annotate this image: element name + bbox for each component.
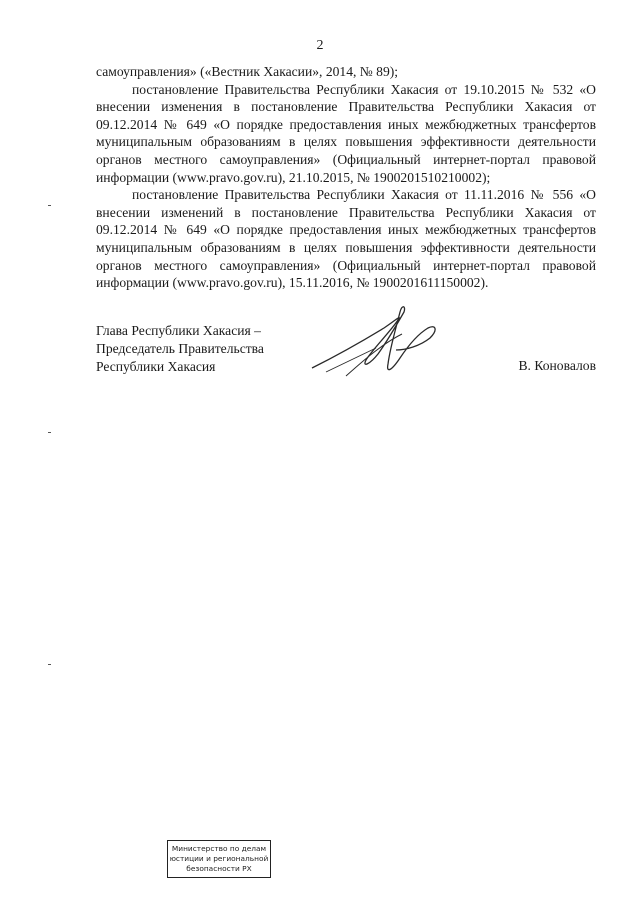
signatory-title (96, 322, 264, 376)
stamp-line-1: Министерство по делам (171, 844, 267, 853)
signatory-name: В. Коновалов (518, 358, 596, 373)
signatory-title-line-2: Председатель Правительства (96, 341, 264, 356)
registration-stamp (167, 840, 271, 878)
paragraph-continuation: самоуправления» («Вестник Хакасии», 2014, № 89); (96, 64, 399, 79)
signatory-title-line-3: Республики Хакасия (96, 359, 216, 374)
paragraph-resolution-556: постановление Правительства Республики Хакасия от 11.11.2016 № 556 «О внесении изменений в постановление Правительства Республики Хакасия от 09.12.2014 № 649 «О порядке предоставления иных межбюджетных трансфертов муниципальным образованиям в целях повышения эффективности деятельности органов местного самоуправления» (Официальный интернет-портал правовой информации (www.pravo.gov.ru), 15.11.2016, № 1900201611150002). (96, 187, 596, 291)
margin-tick (48, 432, 51, 433)
paragraph-resolution-532: постановление Правительства Республики Хакасия от 19.10.2015 № 532 «О внесении изменения в постановление Правительства Республики Хакасия от 09.12.2014 № 649 «О порядке предоставления иных межбюджетных трансфертов муниципальным образованиям в целях повышения эффективности деятельности органов местного самоуправления» (Официальный интернет-портал правовой информации (www.pravo.gov.ru), 21.10.2015, № 1900201510210002); (96, 81, 596, 185)
document-body (96, 63, 596, 292)
stamp-line-3: безопасности РХ (186, 864, 252, 873)
signatory-title-line-1: Глава Республики Хакасия – (96, 323, 261, 338)
stamp-line-2: юстиции и региональной (169, 854, 269, 863)
margin-tick (48, 664, 51, 665)
handwritten-signature (306, 298, 446, 384)
margin-tick (48, 205, 51, 206)
page-number: 2 (316, 38, 324, 53)
